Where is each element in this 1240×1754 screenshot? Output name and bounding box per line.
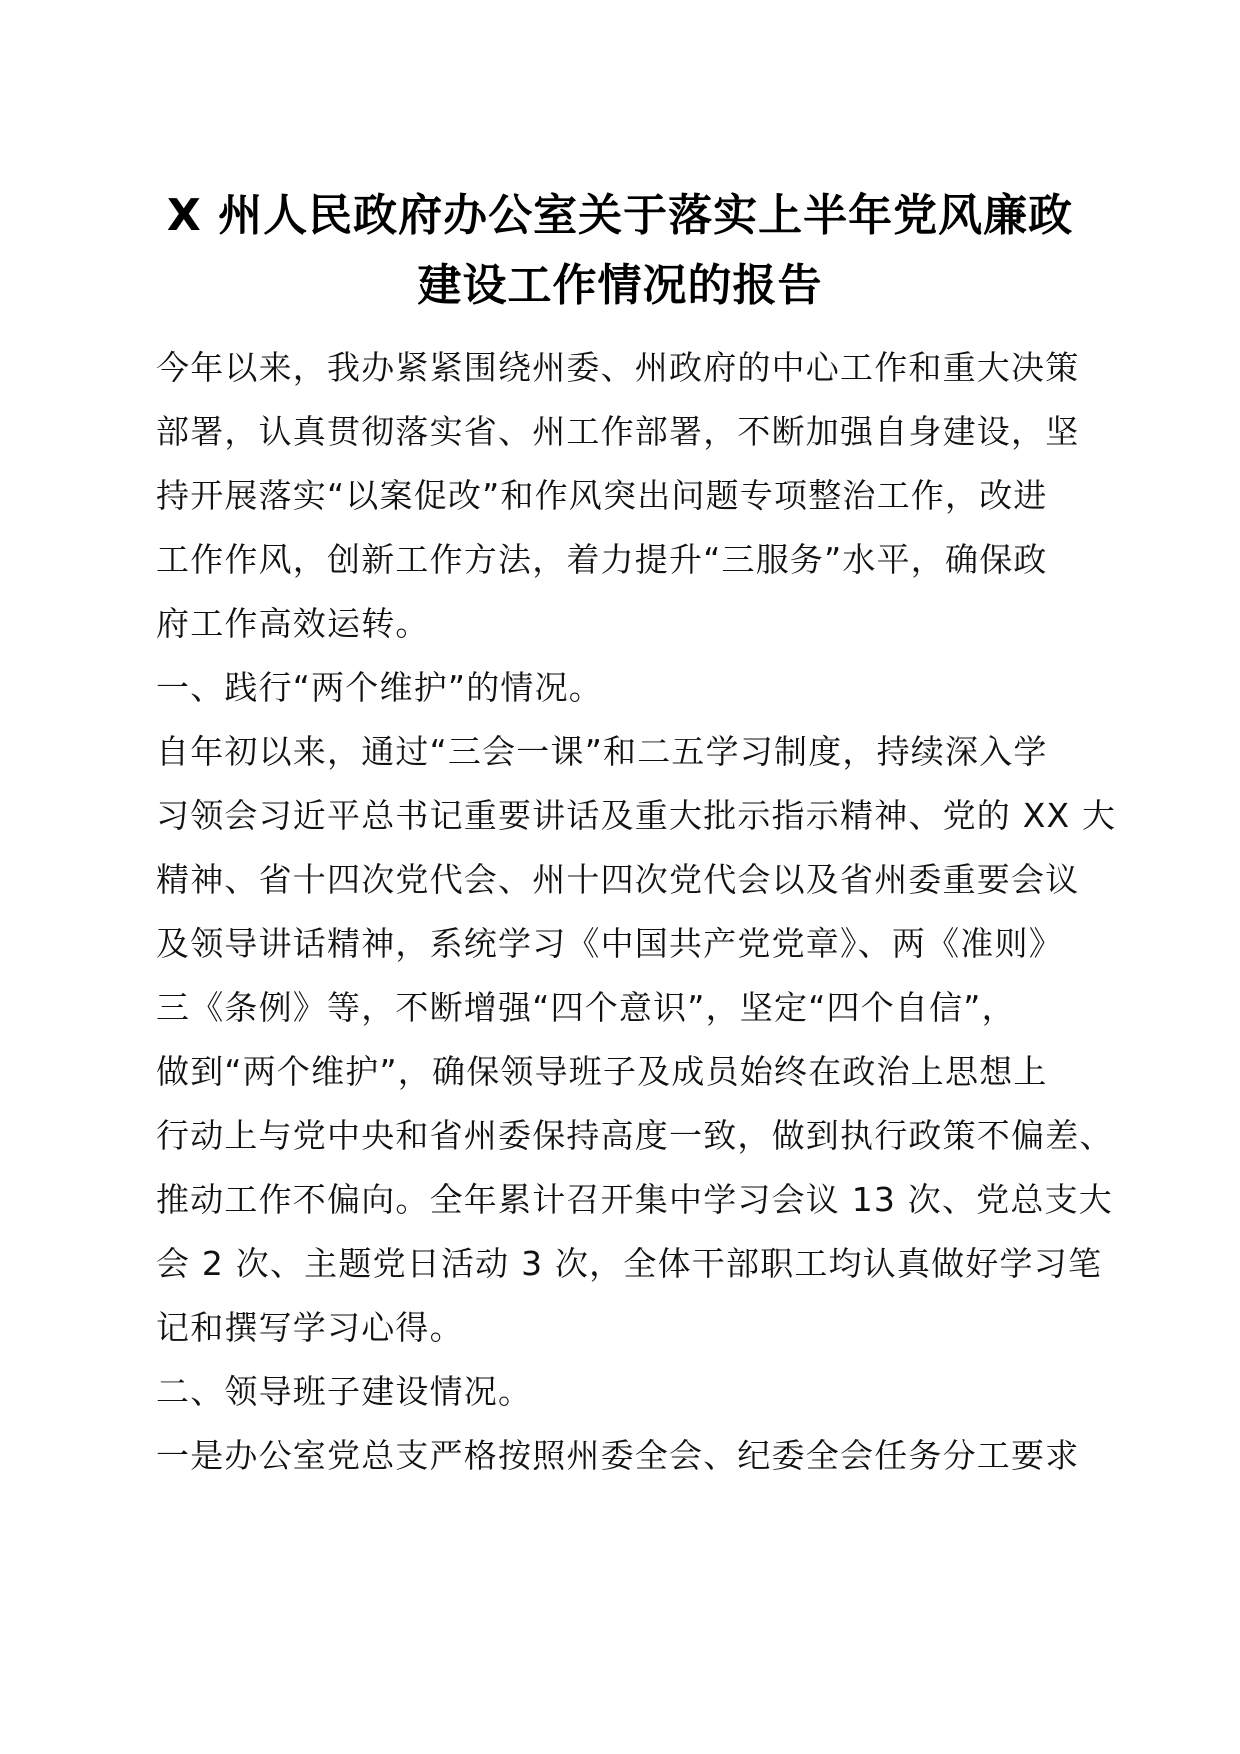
body-line: 及领导讲话精神，系统学习《中国共产党党章》、两《准则》 (156, 924, 1063, 963)
body-line: 会 2 次、主题党日活动 3 次，全体干部职工均认真做好学习笔 (156, 1244, 1103, 1283)
body-line: 部署，认真贯彻落实省、州工作部署，不断加强自身建设，坚 (156, 412, 1080, 451)
body-line: 习领会习近平总书记重要讲话及重大批示指示精神、党的 XX 大 (156, 796, 1117, 835)
body-line: 工作作风，创新工作方法，着力提升“三服务”水平，确保政 (156, 540, 1048, 579)
document-title-line-1: X 州人民政府办公室关于落实上半年党风廉政 (166, 190, 1074, 241)
section-heading-1: 一、践行“两个维护”的情况。 (156, 668, 603, 707)
body-line: 一是办公室党总支严格按照州委全会、纪委全会任务分工要求 (156, 1436, 1080, 1475)
body-line: 行动上与党中央和省州委保持高度一致，做到执行政策不偏差、 (156, 1116, 1114, 1155)
body-line: 记和撰写学习心得。 (156, 1308, 464, 1347)
document-title-line-2: 建设工作情况的报告 (417, 260, 823, 311)
body-line: 做到“两个维护”，确保领导班子及成员始终在政治上思想上 (156, 1052, 1048, 1091)
body-line: 府工作高效运转。 (156, 604, 430, 643)
body-line: 自年初以来，通过“三会一课”和二五学习制度，持续深入学 (156, 732, 1048, 771)
body-line: 今年以来，我办紧紧围绕州委、州政府的中心工作和重大决策 (156, 348, 1080, 387)
body-line: 三《条例》等，不断增强“四个意识”，坚定“四个自信”， (156, 988, 1016, 1027)
body-line: 精神、省十四次党代会、州十四次党代会以及省州委重要会议 (156, 860, 1080, 899)
section-heading-2: 二、领导班子建设情况。 (156, 1372, 533, 1411)
body-line: 持开展落实“以案促改”和作风突出问题专项整治工作，改进 (156, 476, 1048, 515)
body-line: 推动工作不偏向。全年累计召开集中学习会议 13 次、党总支大 (156, 1180, 1113, 1219)
